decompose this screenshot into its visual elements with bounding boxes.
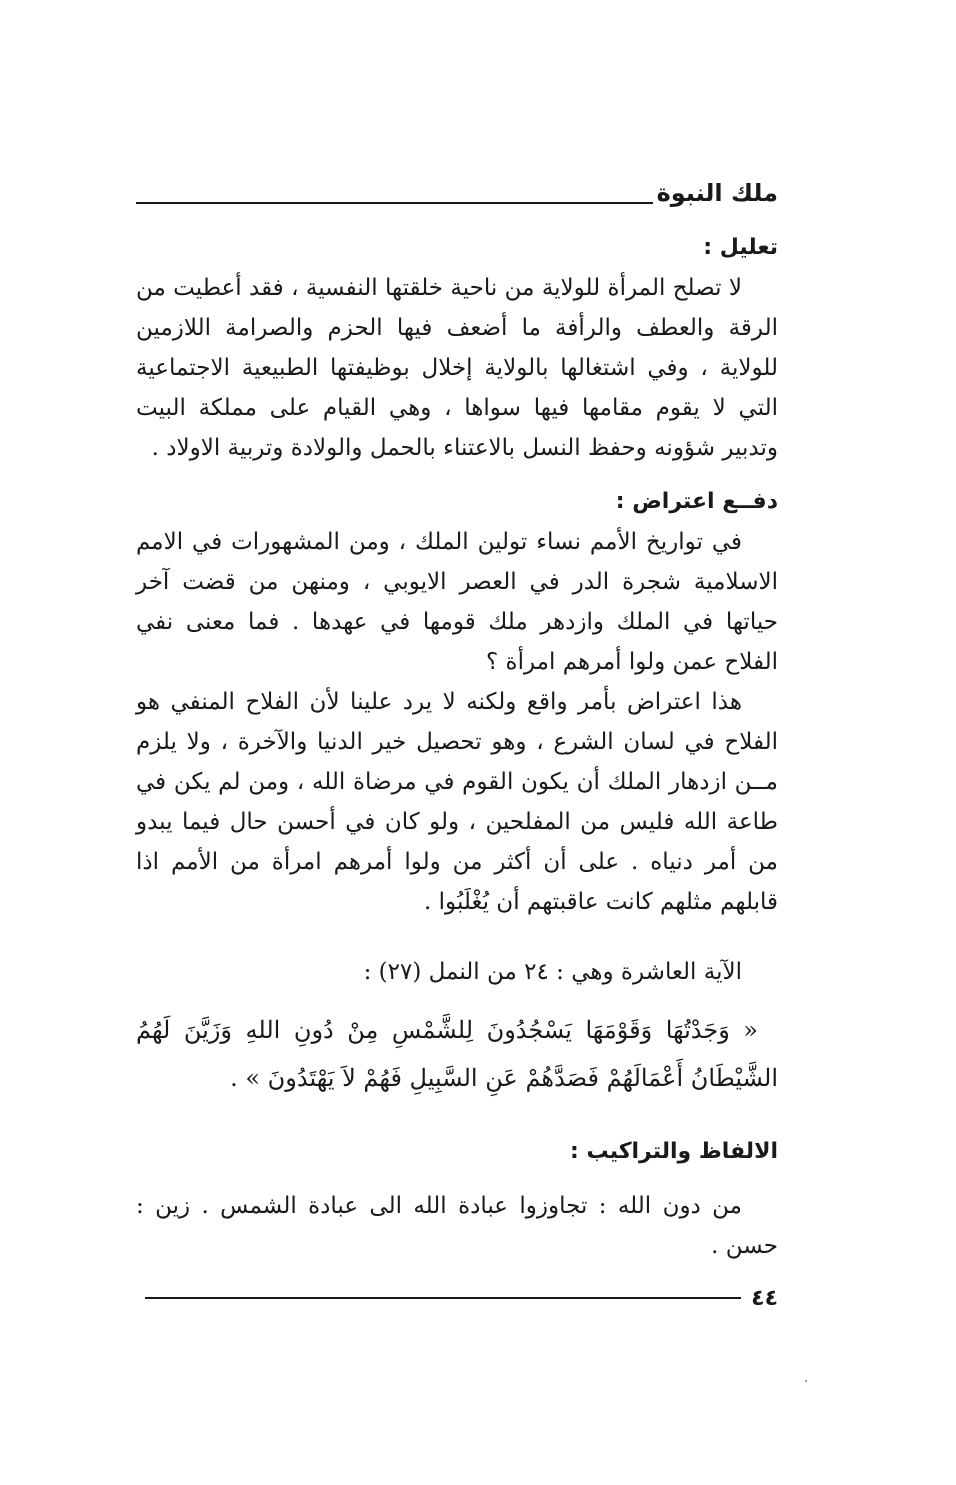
paragraph-taleel: لا تصلح المرأة للولاية من ناحية خلقتها النفسية ، فقد أعطيت من الرقة والعطف والرأفة ما أضعف فيها الحزم والصرامة اللازمين للولاية ، وفي اشتغالها بالولاية إخلال بوظيفتها الطبيعية الاجتماعية التي لا يقوم مقامها فيها سواها ، وهي القيام على مملكة البيت وتدبير شؤونه وحفظ النسل بالاعتناء بالحمل والولادة وتربية الاولاد . bbox=[136, 275, 778, 461]
section-heading-objection: دفــع اعتراض : bbox=[615, 489, 778, 514]
verse-intro: الآية العاشرة وهي : ٢٤ من النمل (٢٧) : bbox=[363, 959, 742, 985]
page-footer bbox=[136, 1283, 778, 1313]
scan-speck bbox=[805, 1380, 807, 1382]
paragraph-vocabulary: من دون الله : تجاوزوا عبادة الله الى عبادة الشمس . زين : حسن . bbox=[136, 1193, 778, 1259]
page-number: ٤٤ bbox=[751, 1285, 778, 1311]
header-title: ملك النبوة bbox=[656, 179, 778, 207]
footer-rule bbox=[145, 1297, 741, 1299]
page-body bbox=[136, 228, 778, 1266]
section-heading-taleel: تعليل : bbox=[703, 235, 778, 260]
paragraph-objection-2: هذا اعتراض بأمر واقع ولكنه لا يرد علينا لأن الفلاح المنفي هو الفلاح في لسان الشرع ، وهو تحصيل خير الدنيا والآخرة ، ولا يلزم مــن ازدهار الملك أن يكون القوم في مرضاة الله ، ومن لم يكن في طاعة الله فليس من المفلحين ، ولو كان في أحسن حال فيما يبدو من أمر دنياه . على أن أكثر من ولوا أمرهم امرأة من الأمم اذا قابلهم مثلهم كانت عاقبتهم أن يُغْلَبُوا . bbox=[136, 689, 778, 915]
paragraph-objection-1: في تواريخ الأمم نساء تولين الملك ، ومن المشهورات في الامم الاسلامية شجرة الدر في العصر الايوبي ، ومنهن من قضت آخر حياتها في الملك وازدهر ملك قومها في عهدها . فما معنى نفي الفلاح عمن ولوا أمرهم امرأة ؟ bbox=[136, 529, 778, 675]
running-header bbox=[136, 168, 778, 208]
section-heading-vocabulary: الالفاظ والتراكيب : bbox=[570, 1139, 778, 1164]
header-rule bbox=[136, 202, 653, 204]
quran-verse: « وَجَدْتُهَا وَقَوْمَهَا يَسْجُدُونَ لِلشَّمْسِ مِنْ دُونِ اللهِ وَزَيَّنَ لَهُمُ الشَّيْطَانُ أَعْمَالَهُمْ فَصَدَّهُمْ عَنِ السَّبِيلِ فَهُمْ لاَ يَهْتَدُونَ » . bbox=[136, 1016, 778, 1092]
